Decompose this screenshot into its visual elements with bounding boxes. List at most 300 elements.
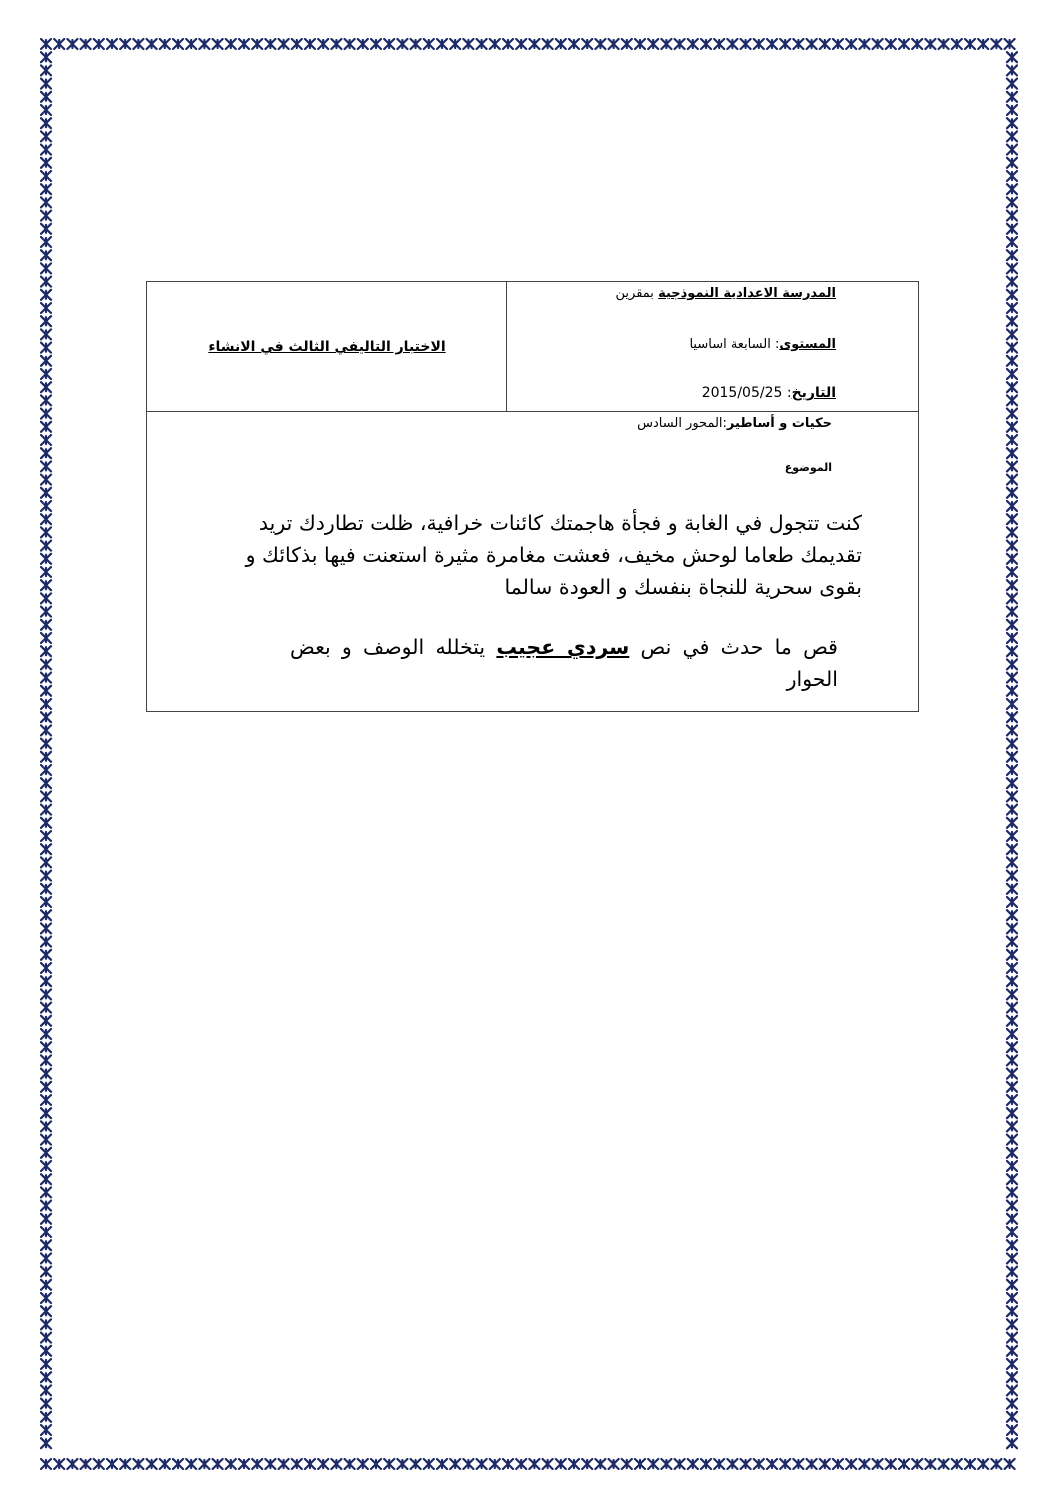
star-icon bbox=[41, 1082, 51, 1092]
star-icon bbox=[595, 1459, 605, 1469]
star-icon bbox=[1007, 752, 1017, 762]
star-icon bbox=[991, 39, 1001, 49]
subject-row bbox=[147, 411, 918, 713]
star-icon bbox=[41, 488, 51, 498]
star-icon bbox=[41, 1425, 51, 1435]
star-icon bbox=[213, 1459, 223, 1469]
star-icon bbox=[688, 39, 698, 49]
star-icon bbox=[41, 197, 51, 207]
star-icon bbox=[609, 39, 619, 49]
star-icon bbox=[807, 1459, 817, 1469]
star-icon bbox=[1007, 461, 1017, 471]
star-icon bbox=[1007, 725, 1017, 735]
star-icon bbox=[1007, 211, 1017, 221]
star-icon bbox=[160, 39, 170, 49]
star-icon bbox=[41, 673, 51, 683]
star-icon bbox=[1007, 1385, 1017, 1395]
star-icon bbox=[292, 39, 302, 49]
star-icon bbox=[41, 382, 51, 392]
star-icon bbox=[1007, 409, 1017, 419]
star-icon bbox=[41, 765, 51, 775]
star-icon bbox=[1007, 686, 1017, 696]
star-icon bbox=[41, 171, 51, 181]
star-icon bbox=[793, 39, 803, 49]
star-icon bbox=[1007, 831, 1017, 841]
star-icon bbox=[67, 1459, 77, 1469]
star-icon bbox=[41, 725, 51, 735]
school-line bbox=[616, 286, 836, 301]
star-icon bbox=[1007, 1016, 1017, 1026]
star-icon bbox=[411, 1459, 421, 1469]
star-icon bbox=[1007, 1438, 1017, 1448]
star-icon bbox=[41, 316, 51, 326]
star-icon bbox=[305, 1459, 315, 1469]
star-icon bbox=[1007, 303, 1017, 313]
star-icon bbox=[41, 580, 51, 590]
star-icon bbox=[41, 329, 51, 339]
star-icon bbox=[635, 1459, 645, 1469]
star-icon bbox=[859, 39, 869, 49]
star-icon bbox=[1007, 1174, 1017, 1184]
star-icon bbox=[107, 1459, 117, 1469]
star-icon bbox=[1007, 184, 1017, 194]
star-icon bbox=[1007, 1003, 1017, 1013]
star-icon bbox=[675, 1459, 685, 1469]
star-icon bbox=[41, 1333, 51, 1343]
star-icon bbox=[1007, 778, 1017, 788]
star-icon bbox=[41, 211, 51, 221]
star-icon bbox=[1007, 620, 1017, 630]
star-icon bbox=[345, 39, 355, 49]
star-icon bbox=[569, 1459, 579, 1469]
star-icon bbox=[41, 937, 51, 947]
star-icon bbox=[41, 1227, 51, 1237]
star-icon bbox=[582, 1459, 592, 1469]
star-icon bbox=[622, 39, 632, 49]
star-icon bbox=[661, 39, 671, 49]
star-icon bbox=[1007, 263, 1017, 273]
star-icon bbox=[424, 1459, 434, 1469]
star-icon bbox=[688, 1459, 698, 1469]
star-icon bbox=[1007, 1240, 1017, 1250]
star-icon bbox=[1007, 541, 1017, 551]
star-icon bbox=[754, 1459, 764, 1469]
star-icon bbox=[1007, 382, 1017, 392]
star-icon bbox=[41, 343, 51, 353]
star-icon bbox=[1007, 607, 1017, 617]
star-icon bbox=[1007, 633, 1017, 643]
star-icon bbox=[265, 1459, 275, 1469]
star-icon bbox=[490, 1459, 500, 1469]
star-icon bbox=[41, 475, 51, 485]
star-icon bbox=[41, 752, 51, 762]
star-icon bbox=[41, 791, 51, 801]
star-icon bbox=[41, 514, 51, 524]
star-icon bbox=[331, 1459, 341, 1469]
star-icon bbox=[1007, 105, 1017, 115]
star-icon bbox=[41, 1319, 51, 1329]
star-icon bbox=[1007, 844, 1017, 854]
star-icon bbox=[741, 39, 751, 49]
star-icon bbox=[252, 1459, 262, 1469]
star-icon bbox=[543, 1459, 553, 1469]
star-icon bbox=[529, 39, 539, 49]
star-icon bbox=[331, 39, 341, 49]
star-icon bbox=[1007, 673, 1017, 683]
star-icon bbox=[94, 39, 104, 49]
star-icon bbox=[186, 1459, 196, 1469]
star-icon bbox=[41, 963, 51, 973]
star-icon bbox=[41, 646, 51, 656]
star-icon bbox=[41, 79, 51, 89]
exam-header-table bbox=[146, 281, 919, 712]
school-place: بمقرين bbox=[615, 286, 654, 301]
star-icon bbox=[463, 1459, 473, 1469]
exam-title: الاختبار التاليفي الثالث في الانشاء bbox=[208, 339, 446, 355]
star-icon bbox=[41, 1161, 51, 1171]
star-icon bbox=[213, 39, 223, 49]
star-icon bbox=[1007, 1055, 1017, 1065]
star-icon bbox=[41, 976, 51, 986]
star-icon bbox=[41, 409, 51, 419]
star-icon bbox=[41, 277, 51, 287]
star-icon bbox=[1007, 52, 1017, 62]
level-line bbox=[689, 337, 836, 352]
star-icon bbox=[279, 39, 289, 49]
star-icon bbox=[147, 39, 157, 49]
star-icon bbox=[1007, 290, 1017, 300]
date-value: : 2015/05/25 bbox=[701, 385, 792, 401]
star-icon bbox=[1007, 937, 1017, 947]
star-icon bbox=[41, 844, 51, 854]
star-icon bbox=[107, 39, 117, 49]
star-icon bbox=[41, 659, 51, 669]
star-icon bbox=[714, 39, 724, 49]
star-icon bbox=[1007, 65, 1017, 75]
star-icon bbox=[173, 1459, 183, 1469]
star-icon bbox=[41, 1214, 51, 1224]
star-icon bbox=[41, 620, 51, 630]
star-icon bbox=[1007, 369, 1017, 379]
star-icon bbox=[94, 1459, 104, 1469]
star-icon bbox=[886, 39, 896, 49]
star-icon bbox=[41, 607, 51, 617]
decorative-page-border bbox=[40, 38, 1018, 1470]
star-icon bbox=[1007, 1121, 1017, 1131]
star-icon bbox=[556, 1459, 566, 1469]
header-row bbox=[147, 282, 918, 412]
star-icon bbox=[727, 1459, 737, 1469]
star-icon bbox=[1007, 1333, 1017, 1343]
star-icon bbox=[41, 184, 51, 194]
star-icon bbox=[41, 422, 51, 432]
star-icon bbox=[54, 39, 64, 49]
star-icon bbox=[1007, 1399, 1017, 1409]
star-icon bbox=[1007, 1214, 1017, 1224]
star-icon bbox=[543, 39, 553, 49]
star-icon bbox=[1007, 277, 1017, 287]
star-icon bbox=[1007, 1201, 1017, 1211]
star-icon bbox=[67, 39, 77, 49]
star-icon bbox=[767, 39, 777, 49]
school-label: المدرسة الاعدادية النموذجية bbox=[658, 286, 836, 301]
star-icon bbox=[873, 1459, 883, 1469]
star-icon bbox=[767, 1459, 777, 1469]
star-icon bbox=[1007, 1425, 1017, 1435]
star-icon bbox=[978, 39, 988, 49]
star-icon bbox=[371, 1459, 381, 1469]
star-icon bbox=[41, 250, 51, 260]
star-icon bbox=[41, 871, 51, 881]
star-icon bbox=[833, 1459, 843, 1469]
star-icon bbox=[41, 1187, 51, 1197]
star-icon bbox=[41, 1174, 51, 1184]
star-icon bbox=[1007, 1372, 1017, 1382]
prompt-text: كنت تتجول في الغابة و فجأة هاجمتك كائنات خرافية، ظلت تطاردك تريد تقديمك طعاما لوحش مخيف، فعشت مغامرة مثيرة استعنت فيها بذكائك و بقوى سحرية للنجاة بنفسك و العودة سالما bbox=[245, 511, 862, 599]
star-icon bbox=[358, 39, 368, 49]
star-icon bbox=[912, 39, 922, 49]
star-icon bbox=[41, 1121, 51, 1131]
star-icon bbox=[41, 1201, 51, 1211]
star-icon bbox=[1007, 1306, 1017, 1316]
star-icon bbox=[41, 910, 51, 920]
star-icon bbox=[503, 39, 513, 49]
star-icon bbox=[41, 1135, 51, 1145]
star-icon bbox=[41, 39, 51, 49]
star-icon bbox=[292, 1459, 302, 1469]
star-icon bbox=[965, 1459, 975, 1469]
star-icon bbox=[965, 39, 975, 49]
star-icon bbox=[41, 448, 51, 458]
star-icon bbox=[41, 739, 51, 749]
star-icon bbox=[239, 1459, 249, 1469]
star-icon bbox=[41, 699, 51, 709]
star-icon bbox=[490, 39, 500, 49]
star-icon bbox=[1007, 92, 1017, 102]
star-icon bbox=[1005, 1459, 1015, 1469]
star-icon bbox=[1007, 1042, 1017, 1052]
star-icon bbox=[41, 145, 51, 155]
star-icon bbox=[41, 884, 51, 894]
star-icon bbox=[477, 1459, 487, 1469]
star-icon bbox=[1007, 316, 1017, 326]
star-icon bbox=[648, 39, 658, 49]
star-icon bbox=[305, 39, 315, 49]
date-line bbox=[702, 385, 836, 401]
star-icon bbox=[41, 92, 51, 102]
star-icon bbox=[701, 1459, 711, 1469]
star-icon bbox=[41, 1459, 51, 1469]
exam-title-cell bbox=[147, 282, 507, 411]
star-icon bbox=[41, 923, 51, 933]
star-icon bbox=[397, 39, 407, 49]
star-icon bbox=[41, 118, 51, 128]
star-icon bbox=[371, 39, 381, 49]
star-icon bbox=[516, 39, 526, 49]
star-icon bbox=[1007, 1187, 1017, 1197]
star-icon bbox=[41, 303, 51, 313]
star-icon bbox=[503, 1459, 513, 1469]
star-icon bbox=[199, 1459, 209, 1469]
date-label: التاريخ bbox=[791, 385, 836, 401]
star-icon bbox=[41, 131, 51, 141]
star-icon bbox=[939, 1459, 949, 1469]
star-icon bbox=[463, 39, 473, 49]
star-icon bbox=[793, 1459, 803, 1469]
star-icon bbox=[1007, 1161, 1017, 1171]
star-icon bbox=[648, 1459, 658, 1469]
star-icon bbox=[41, 461, 51, 471]
star-icon bbox=[318, 39, 328, 49]
star-icon bbox=[41, 224, 51, 234]
star-icon bbox=[199, 39, 209, 49]
star-icon bbox=[41, 263, 51, 273]
star-icon bbox=[279, 1459, 289, 1469]
star-icon bbox=[1007, 1319, 1017, 1329]
star-icon bbox=[952, 1459, 962, 1469]
star-icon bbox=[1007, 1095, 1017, 1105]
star-icon bbox=[1007, 1227, 1017, 1237]
star-icon bbox=[1007, 699, 1017, 709]
star-icon bbox=[1007, 448, 1017, 458]
star-icon bbox=[41, 950, 51, 960]
star-icon bbox=[1007, 475, 1017, 485]
star-icon bbox=[1005, 39, 1015, 49]
star-icon bbox=[529, 1459, 539, 1469]
star-icon bbox=[1007, 910, 1017, 920]
star-icon bbox=[582, 39, 592, 49]
star-icon bbox=[41, 1016, 51, 1026]
star-icon bbox=[1007, 554, 1017, 564]
star-icon bbox=[41, 1412, 51, 1422]
star-icon bbox=[978, 1459, 988, 1469]
star-icon bbox=[1007, 765, 1017, 775]
star-icon bbox=[1007, 712, 1017, 722]
star-icon bbox=[635, 39, 645, 49]
star-icon bbox=[925, 39, 935, 49]
star-icon bbox=[1007, 1267, 1017, 1277]
star-icon bbox=[41, 1293, 51, 1303]
star-icon bbox=[41, 1148, 51, 1158]
star-icon bbox=[397, 1459, 407, 1469]
star-icon bbox=[1007, 131, 1017, 141]
star-icon bbox=[1007, 923, 1017, 933]
star-icon bbox=[1007, 1069, 1017, 1079]
star-icon bbox=[1007, 501, 1017, 511]
star-icon bbox=[160, 1459, 170, 1469]
star-icon bbox=[41, 1372, 51, 1382]
star-icon bbox=[833, 39, 843, 49]
star-icon bbox=[41, 1069, 51, 1079]
star-icon bbox=[899, 39, 909, 49]
star-icon bbox=[1007, 395, 1017, 405]
star-icon bbox=[1007, 805, 1017, 815]
star-icon bbox=[1007, 1293, 1017, 1303]
star-icon bbox=[886, 1459, 896, 1469]
star-icon bbox=[41, 1399, 51, 1409]
star-icon bbox=[1007, 224, 1017, 234]
star-icon bbox=[41, 1042, 51, 1052]
star-icon bbox=[120, 39, 130, 49]
star-icon bbox=[1007, 1148, 1017, 1158]
star-icon bbox=[41, 1306, 51, 1316]
star-icon bbox=[41, 1385, 51, 1395]
star-icon bbox=[1007, 197, 1017, 207]
star-icon bbox=[318, 1459, 328, 1469]
star-icon bbox=[54, 1459, 64, 1469]
star-icon bbox=[516, 1459, 526, 1469]
star-icon bbox=[1007, 976, 1017, 986]
star-icon bbox=[1007, 1412, 1017, 1422]
star-icon bbox=[820, 39, 830, 49]
star-icon bbox=[41, 778, 51, 788]
star-icon bbox=[1007, 356, 1017, 366]
star-icon bbox=[1007, 250, 1017, 260]
star-icon bbox=[41, 857, 51, 867]
star-icon bbox=[609, 1459, 619, 1469]
star-icon bbox=[173, 39, 183, 49]
star-icon bbox=[41, 1095, 51, 1105]
star-icon bbox=[265, 39, 275, 49]
star-icon bbox=[556, 39, 566, 49]
star-icon bbox=[1007, 791, 1017, 801]
star-icon bbox=[477, 39, 487, 49]
star-icon bbox=[41, 501, 51, 511]
star-icon bbox=[1007, 884, 1017, 894]
star-icon bbox=[41, 1438, 51, 1448]
star-icon bbox=[252, 39, 262, 49]
star-icon bbox=[41, 1280, 51, 1290]
star-icon bbox=[925, 1459, 935, 1469]
star-icon bbox=[239, 39, 249, 49]
star-icon bbox=[41, 1108, 51, 1118]
star-icon bbox=[437, 1459, 447, 1469]
task-emphasis: سردي عجيب bbox=[496, 635, 630, 659]
star-icon bbox=[41, 1267, 51, 1277]
star-icon bbox=[939, 39, 949, 49]
school-info-cell bbox=[506, 282, 918, 411]
star-icon bbox=[41, 1346, 51, 1356]
star-icon bbox=[41, 527, 51, 537]
star-icon bbox=[912, 1459, 922, 1469]
star-icon bbox=[1007, 646, 1017, 656]
star-icon bbox=[846, 39, 856, 49]
star-icon bbox=[41, 369, 51, 379]
star-icon bbox=[186, 39, 196, 49]
star-icon bbox=[1007, 567, 1017, 577]
star-icon bbox=[1007, 145, 1017, 155]
theme-label: حكيات و أساطير bbox=[726, 416, 832, 431]
star-icon bbox=[41, 897, 51, 907]
star-icon bbox=[41, 818, 51, 828]
star-icon bbox=[780, 39, 790, 49]
task-before: قص ما حدث في نص bbox=[629, 635, 838, 659]
star-icon bbox=[727, 39, 737, 49]
star-icon bbox=[1007, 435, 1017, 445]
star-icon bbox=[1007, 1280, 1017, 1290]
star-icon bbox=[41, 158, 51, 168]
subject-label: الموضوع bbox=[784, 461, 832, 474]
star-icon bbox=[859, 1459, 869, 1469]
star-icon bbox=[120, 1459, 130, 1469]
star-icon bbox=[595, 39, 605, 49]
star-icon bbox=[622, 1459, 632, 1469]
star-icon bbox=[41, 65, 51, 75]
star-icon bbox=[41, 567, 51, 577]
star-icon bbox=[41, 686, 51, 696]
star-icon bbox=[81, 39, 91, 49]
star-icon bbox=[41, 105, 51, 115]
